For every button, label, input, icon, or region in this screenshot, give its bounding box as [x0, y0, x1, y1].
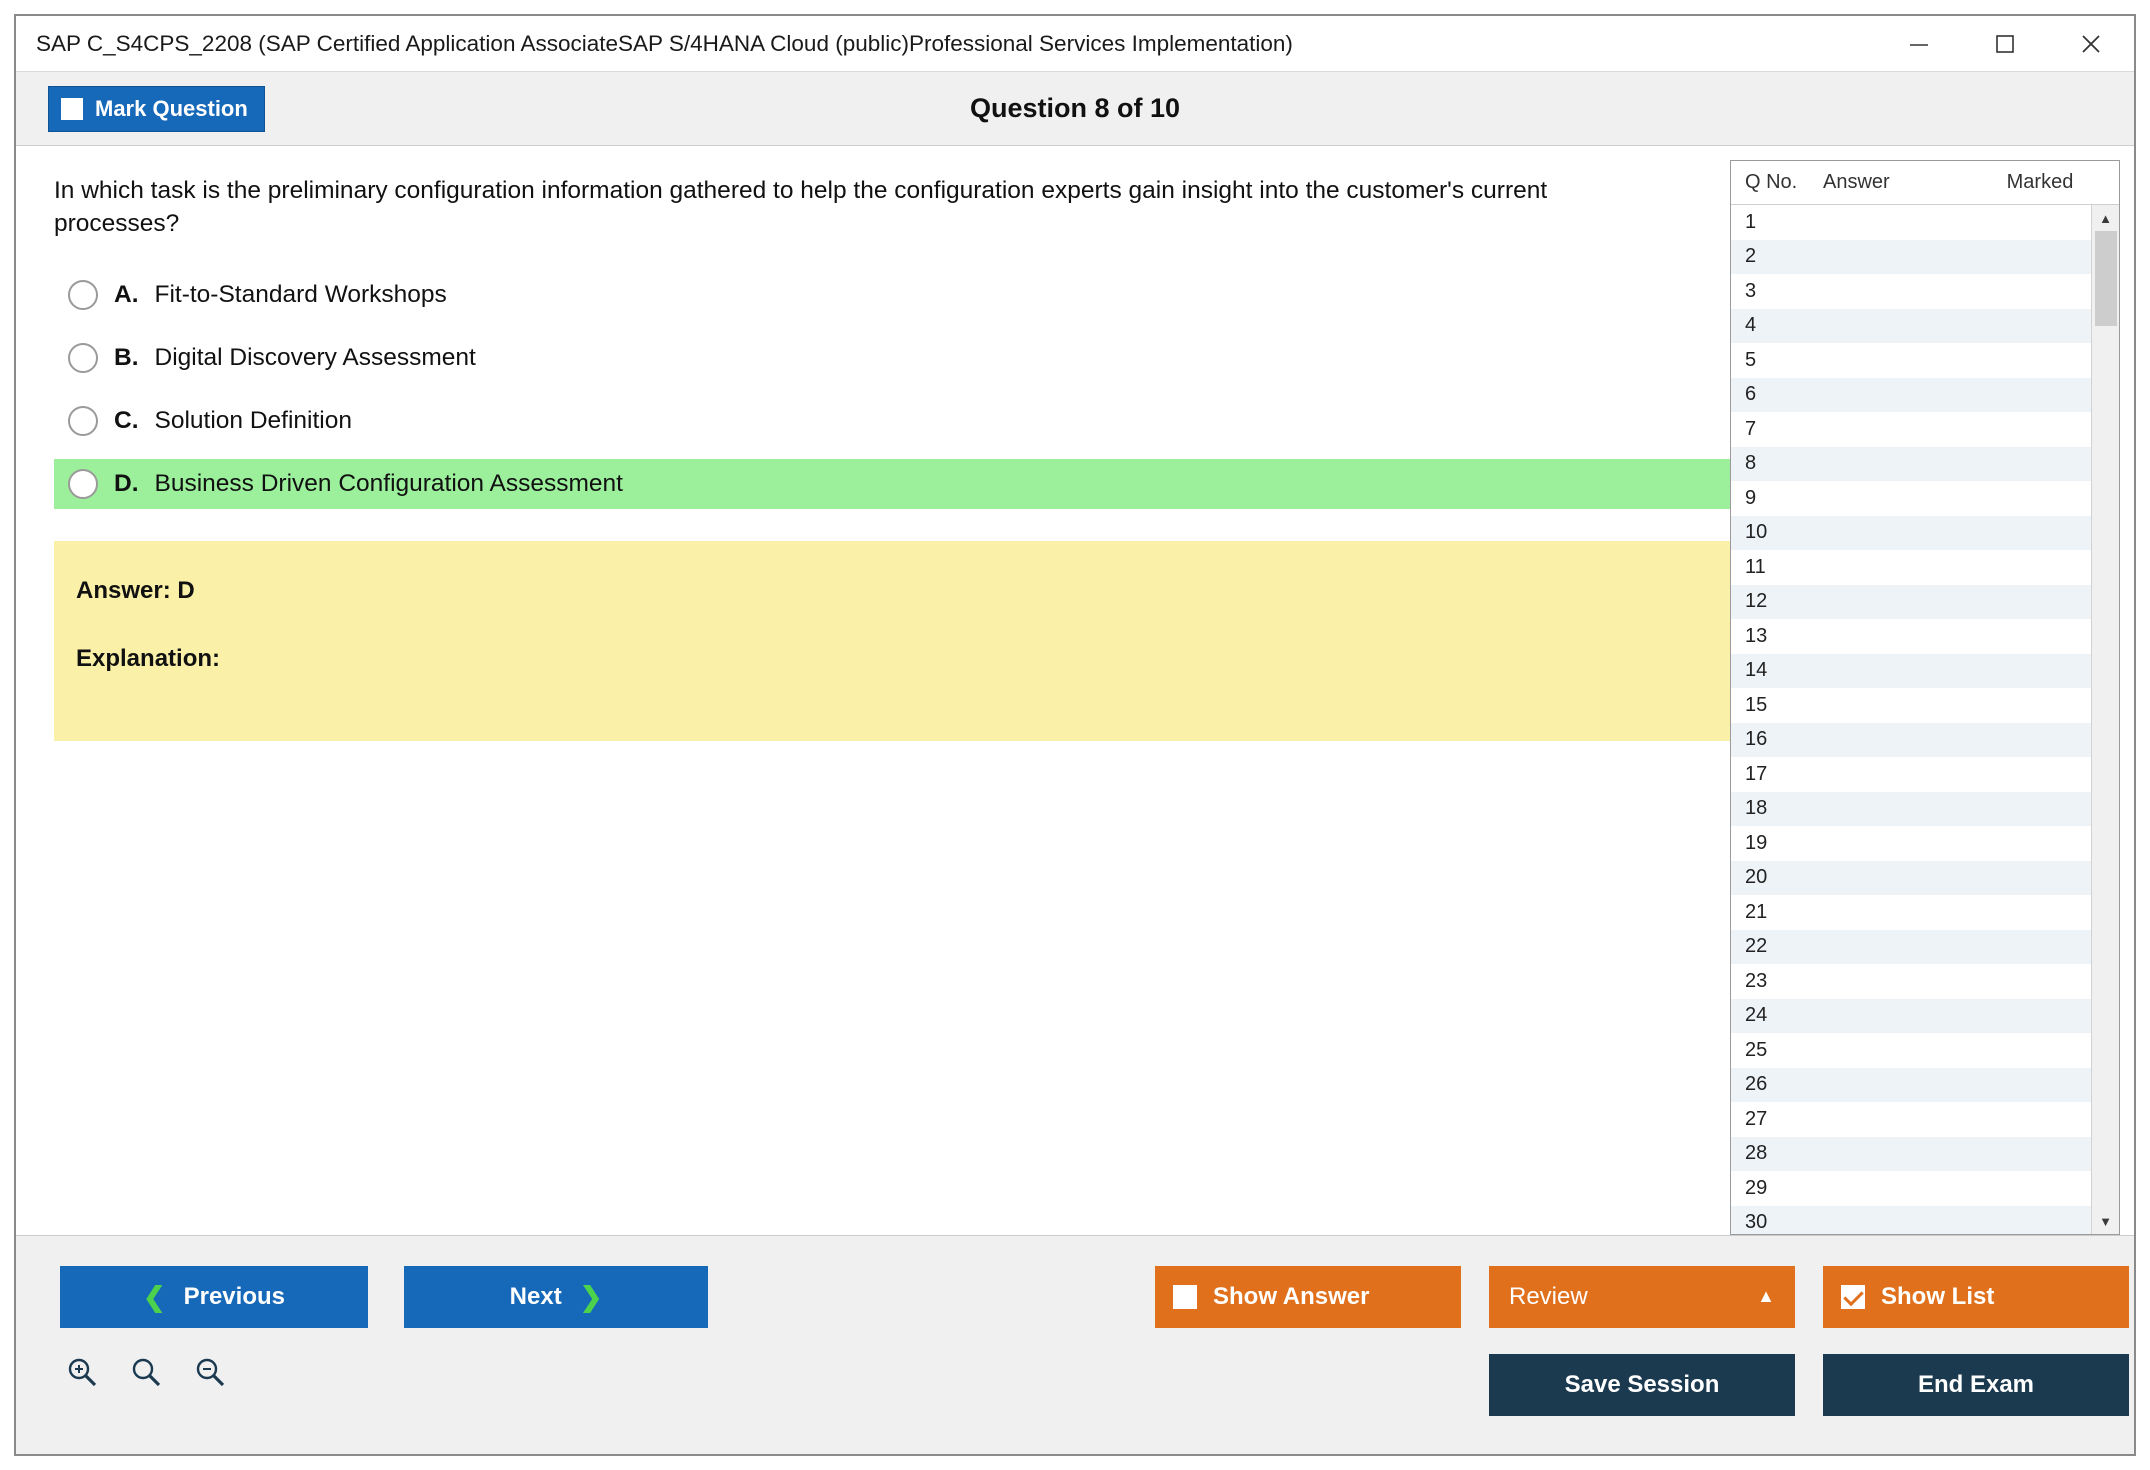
show-list-button[interactable] — [1823, 1266, 2129, 1328]
row-number: 2 — [1745, 245, 1757, 268]
list-item[interactable] — [1731, 205, 2091, 240]
list-item[interactable] — [1731, 964, 2091, 999]
end-exam-label: End Exam — [1917, 1371, 2035, 1398]
radio-icon[interactable] — [68, 406, 98, 436]
option-label: Business Driven Configuration Assessment — [154, 470, 623, 498]
list-item[interactable] — [1731, 274, 2091, 309]
row-number: 3 — [1745, 279, 1757, 302]
page-title: Question 8 of 10 — [969, 93, 1181, 123]
list-item[interactable] — [1731, 757, 2091, 792]
save-session-button[interactable] — [1489, 1354, 1795, 1416]
question-rows — [1731, 205, 2091, 1234]
zoom-in-icon[interactable] — [64, 1354, 100, 1390]
window-controls — [1876, 16, 2134, 71]
application-window — [14, 14, 2136, 1456]
row-number: 8 — [1745, 452, 1757, 475]
chevron-right-icon: ❯ — [579, 1281, 603, 1312]
explanation-label: Explanation: — [76, 645, 221, 673]
review-label: Review — [1509, 1283, 1588, 1310]
row-number: 29 — [1745, 1176, 1768, 1199]
mark-question-button[interactable] — [48, 86, 265, 132]
list-item[interactable] — [1731, 1033, 2091, 1068]
chevron-left-icon: ❮ — [142, 1281, 166, 1312]
row-number: 28 — [1745, 1142, 1768, 1165]
zoom-out-icon[interactable] — [192, 1354, 228, 1390]
list-item[interactable] — [1731, 378, 2091, 413]
row-number: 19 — [1745, 831, 1768, 854]
list-item[interactable] — [1731, 309, 2091, 344]
mark-question-label: Mark Question — [95, 95, 248, 121]
option-letter: C. — [114, 407, 139, 435]
row-number: 4 — [1745, 314, 1757, 337]
option-label: Digital Discovery Assessment — [154, 344, 476, 372]
list-item[interactable] — [1731, 654, 2091, 689]
list-item[interactable] — [1731, 1102, 2091, 1137]
row-number: 7 — [1745, 417, 1757, 440]
save-session-label: Save Session — [1564, 1371, 1720, 1398]
option-label: Solution Definition — [154, 407, 352, 435]
option-d[interactable] — [54, 459, 1730, 509]
list-item[interactable] — [1731, 723, 2091, 758]
row-number: 27 — [1745, 1107, 1768, 1130]
list-item[interactable] — [1731, 550, 2091, 585]
answer-explanation-panel — [54, 541, 1730, 741]
show-answer-button[interactable] — [1155, 1266, 1461, 1328]
row-number: 26 — [1745, 1073, 1768, 1096]
footer-toolbar — [16, 1236, 2134, 1454]
question-list-body — [1731, 205, 2119, 1234]
list-item[interactable] — [1731, 240, 2091, 275]
option-b[interactable] — [54, 333, 1696, 383]
option-label: Fit-to-Standard Workshops — [154, 281, 447, 309]
question-header-bar — [16, 72, 2134, 146]
row-number: 12 — [1745, 590, 1768, 613]
row-number: 23 — [1745, 969, 1768, 992]
review-dropdown[interactable] — [1489, 1266, 1795, 1328]
list-item[interactable] — [1731, 1137, 2091, 1172]
main-body — [16, 146, 2134, 1236]
row-number: 22 — [1745, 935, 1768, 958]
close-icon[interactable] — [2048, 16, 2134, 71]
row-number: 9 — [1745, 486, 1757, 509]
zoom-icon[interactable] — [128, 1354, 164, 1390]
answer-value: Answer: D — [76, 577, 195, 605]
show-list-checkbox-icon[interactable] — [1841, 1285, 1865, 1309]
row-number: 30 — [1745, 1211, 1768, 1234]
title-bar — [16, 16, 2134, 72]
list-item[interactable] — [1731, 516, 2091, 551]
next-label: Next — [509, 1283, 562, 1310]
list-item[interactable] — [1731, 826, 2091, 861]
end-exam-button[interactable] — [1823, 1354, 2129, 1416]
option-c[interactable] — [54, 396, 1696, 446]
column-header-answer: Answer — [1823, 171, 1890, 193]
radio-icon[interactable] — [68, 469, 98, 499]
option-letter: D. — [114, 470, 139, 498]
row-number: 25 — [1745, 1038, 1768, 1061]
scrollbar-thumb[interactable] — [2095, 231, 2117, 326]
row-number: 17 — [1745, 762, 1768, 785]
column-header-qno: Q No. — [1745, 171, 1798, 193]
question-list-scrollbar[interactable] — [2091, 205, 2119, 1234]
list-item[interactable] — [1731, 895, 2091, 930]
zoom-controls — [64, 1354, 228, 1390]
list-item[interactable] — [1731, 688, 2091, 723]
row-number: 6 — [1745, 383, 1757, 406]
radio-icon[interactable] — [68, 343, 98, 373]
row-number: 20 — [1745, 866, 1768, 889]
row-number: 15 — [1745, 693, 1768, 716]
row-number: 18 — [1745, 797, 1768, 820]
row-number: 24 — [1745, 1004, 1768, 1027]
list-item[interactable] — [1731, 999, 2091, 1034]
row-number: 13 — [1745, 624, 1768, 647]
list-item[interactable] — [1731, 412, 2091, 447]
list-item[interactable] — [1731, 1068, 2091, 1103]
show-list-label: Show List — [1881, 1283, 1995, 1310]
question-list-header — [1731, 161, 2119, 205]
list-item[interactable] — [1731, 585, 2091, 620]
list-item[interactable] — [1731, 447, 2091, 482]
list-item[interactable] — [1731, 792, 2091, 827]
row-number: 21 — [1745, 900, 1768, 923]
option-a[interactable] — [54, 270, 1696, 320]
column-header-marked: Marked — [2006, 171, 2074, 193]
minimize-icon[interactable] — [1876, 16, 1962, 71]
previous-label: Previous — [183, 1283, 285, 1310]
question-text: In which task is the preliminary configuration information gathered to help the configuration experts gain insight into the customer's current processes? — [54, 177, 1548, 238]
list-item[interactable] — [1731, 1171, 2091, 1206]
mark-question-checkbox-icon[interactable] — [61, 98, 83, 120]
question-pane — [16, 146, 1730, 1235]
row-number: 14 — [1745, 659, 1768, 682]
show-answer-checkbox-icon[interactable] — [1173, 1285, 1197, 1309]
maximize-icon[interactable] — [1962, 16, 2048, 71]
list-item[interactable] — [1731, 619, 2091, 654]
list-item[interactable] — [1731, 343, 2091, 378]
scroll-down-icon[interactable]: ▼ — [2092, 1208, 2119, 1234]
chevron-up-icon: ▲ — [1757, 1286, 1775, 1306]
row-number: 11 — [1745, 555, 1766, 578]
row-number: 16 — [1745, 728, 1768, 751]
row-number: 1 — [1745, 210, 1757, 233]
previous-button[interactable] — [60, 1266, 368, 1328]
scroll-up-icon[interactable]: ▲ — [2092, 205, 2119, 231]
window-title: SAP C_S4CPS_2208 (SAP Certified Application AssociateSAP S/4HANA Cloud (public)Professional Services Implementation) — [36, 30, 1293, 56]
option-letter: A. — [114, 281, 139, 309]
list-item[interactable] — [1731, 930, 2091, 965]
row-number: 5 — [1745, 348, 1757, 371]
next-button[interactable] — [404, 1266, 708, 1328]
answer-options — [54, 270, 1696, 509]
list-item[interactable] — [1731, 861, 2091, 896]
question-list-panel — [1730, 160, 2120, 1235]
list-item[interactable] — [1731, 481, 2091, 516]
option-letter: B. — [114, 344, 139, 372]
row-number: 10 — [1745, 521, 1768, 544]
list-item[interactable] — [1731, 1206, 2091, 1235]
radio-icon[interactable] — [68, 280, 98, 310]
show-answer-label: Show Answer — [1213, 1283, 1370, 1310]
